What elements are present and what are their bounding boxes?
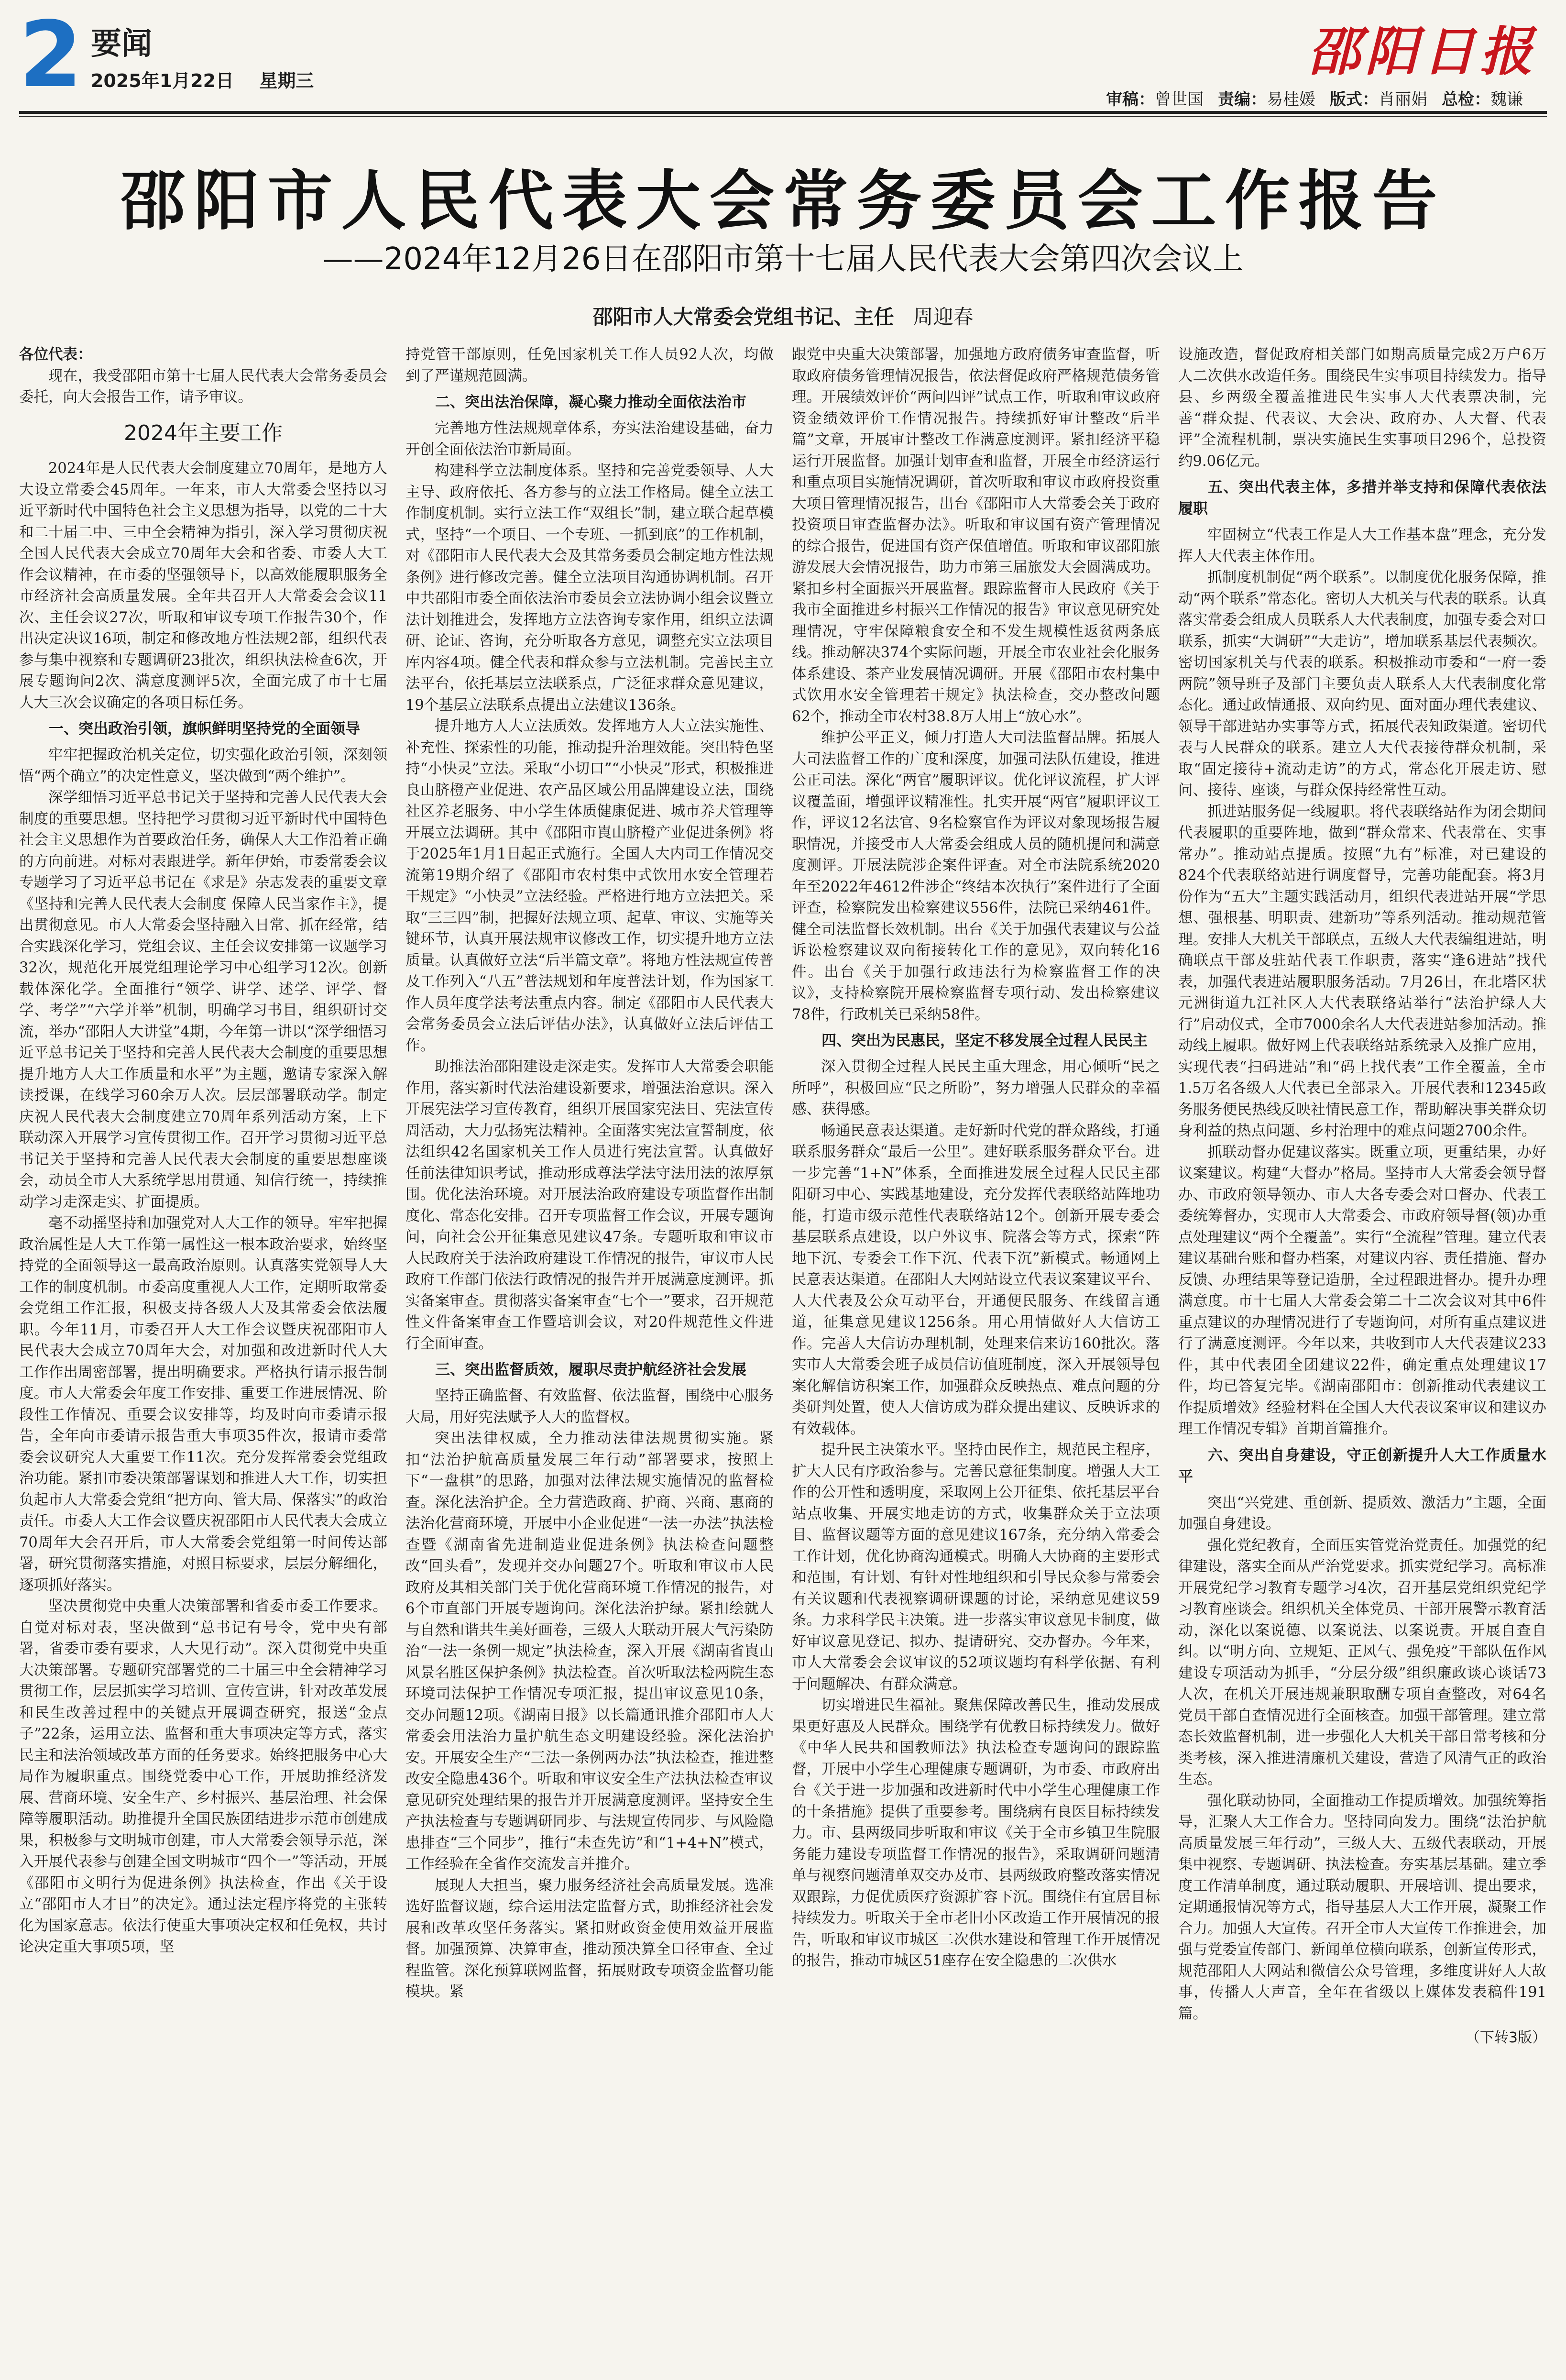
editor-name: 易桂媛	[1267, 90, 1315, 109]
paragraph: 毫不动摇坚持和加强党对人大工作的领导。牢牢把握政治属性是人大工作第一属性这一根本政治要求，始终坚持党的全面领导这一最高政治原则。认真落实党领导人大工作的制度机制。市委高度重视人大工作，定期听取常委会党组工作汇报，积极支持各级人大及其常委会依法履职。今年11月，市委召开人大工作会议暨庆祝邵阳市人民代表大会成立70周年大会，对加强和改进新时代人大工作作出周密部署，提出明确要求。严格执行请示报告制度。市人大常委会年度工作安排、重要工作进展情况、阶段性工作情况、重要会议安排等，均及时向市委请示报告，全年向市委请示报告重大事项35件次，报请市委常委会议研究人大重要工作11次。充分发挥常委会党组政治功能。紧扣市委决策部署谋划和推进人大工作，切实担负起市人大常委会党组“把方向、管大局、保落实”的政治责任。市委人大工作会议暨庆祝邵阳市人民代表大会成立70周年大会召开后，市人大常委会党组第一时间传达部署，研究贯彻落实措施，对照目标要求，层层分解细化，逐项抓好落实。	[19, 1215, 387, 1594]
paragraph: 坚持正确监督、有效监督、依法监督，围绕中心服务大局，用好宪法赋予人大的监督权。	[405, 1388, 774, 1426]
editor-credits	[1106, 86, 1537, 110]
subsection-heading: 五、突出代表主体，多措并举支持和保障代表依法履职	[1178, 479, 1546, 518]
paragraph: 深学细悟习近平总书记关于坚持和完善人民代表大会制度的重要思想。坚持把学习贯彻习近平新时代中国特色社会主义思想作为首要政治任务，确保人大工作沿着正确的方向前进。对标对表跟进学。新年伊始，市委常委会议专题学习了习近平总书记在《求是》杂志发表的重要文章《坚持和完善人民代表大会制度 保障人民当家作主》，提出贯彻意见。市人大常委会坚持融入日常、抓在经常，结合实践深化学习，党组会议、主任会议安排第一议题学习32次，规范化开展党组理论学习中心组学习12次。创新载体深化学。全面推行“领学、讲学、述学、评学、督学、考学”“六学并举”机制，明确学习书目，组织研讨交流，举办“邵阳人大讲堂”4期，今年第一讲以“深学细悟习近平总书记关于坚持和完善人民代表大会制度的重要思想 提升地方人大工作质量和水平”为主题，邀请专家深入解读授课，在线学习60余万人次。层层部署联动学。制定庆祝人民代表大会制度建立70周年系列活动方案，上下联动深入开展学习宣传贯彻工作。召开学习贯彻习近平总书记关于坚持和完善人民代表大会制度的重要思想座谈会，动员全市人大系统学思用贯通、知信行统一，持续推动学习走深走实、扩面提质。	[19, 789, 387, 1211]
paragraph: 持党管干部原则，任免国家机关工作人员92人次，均做到了严谨规范圆满。	[405, 346, 774, 385]
paragraph: 切实增进民生福祉。聚焦保障改善民生，推动发展成果更好惠及人民群众。围绕学有优教目标持续发力。做好《中华人民共和国教师法》执法检查专题询问的跟踪监督，开展中小学生心理健康专题调研，为市委、市政府出台《关于进一步加强和改进新时代中小学生心理健康工作的十条措施》提供了重要参考。围绕病有良医目标持续发力。市、县两级同步听取和审议《关于全市乡镇卫生院服务能力建设专项监督工作情况的报告》，采取调研问题清单与视察问题清单双交办及市、县两级政府整改落实情况双跟踪，力促优质医疗资源扩容下沉。围绕住有宜居目标持续发力。听取关于全市老旧小区改造工作开展情况的报告，听取和审议市城区二次供水建设和管理工作开展情况的报告，推动市城区51座存在安全隐患的二次供水	[792, 1697, 1160, 1969]
editor-name: 魏谦	[1490, 90, 1523, 109]
paragraph: 2024年是人民代表大会制度建立70周年，是地方人大设立常委会45周年。一年来，市人大常委会坚持以习近平新时代中国特色社会主义思想为指导，以党的二十大和二十届二中、三中全会精神为指引，深入学习贯彻庆祝全国人民代表大会成立70周年大会和省委、市委人大工作会议精神，在市委的坚强领导下，以高效能履职服务全市经济社会高质量发展。全年共召开人大常委会会议11次、主任会议27次，听取和审议专项工作报告30个，作出决定决议16项，制定和修改地方性法规2部，组织代表参与集中视察和专题调研23批次，组织执法检查6次，开展专题询问2次、满意度测评5次，全面完成了市十七届人大三次会议确定的各项目标任务。	[19, 460, 387, 711]
paragraph: 畅通民意表达渠道。走好新时代党的群众路线，打通联系服务群众“最后一公里”。建好联系服务群众平台。进一步完善“1+N”体系，全面推进发展全过程人民民主邵阳研习中心、实践基地建设，充分发挥代表联络站阵地功能，打造市级示范性代表联络站12个。创新开展专委会基层联系点建设，以户外议事、院落会等方式，探索“阵地下沉、专委会工作下沉、代表下沉”新模式。畅通网上民意表达渠道。在邵阳人大网站设立代表议案建议平台、人大代表及公众互动平台，开通便民服务、在线留言通道，征集意见建议1256条。用心用情做好人大信访工作。完善人大信访办理机制，处理来信来访160批次。落实市人大常委会班子成员信访值班制度，深入开展领导包案化解信访积案工作，加强群众反映热点、难点问题的分类研判处置，使人大信访成为群众提出建议、反映诉求的有效载体。	[792, 1122, 1160, 1437]
text-column-3	[792, 344, 1160, 2358]
paragraph: 牢牢把握政治机关定位，切实强化政治引领，深刻领悟“两个确立”的决定性意义，坚决做到“两个维护”。	[19, 747, 387, 785]
issue-date-line	[91, 66, 333, 92]
editor-role: 总检：	[1442, 90, 1490, 109]
section-name: 要闻	[91, 26, 152, 62]
text-column-4	[1178, 344, 1546, 2358]
editor-name: 曾世国	[1155, 90, 1204, 109]
text-column-1	[19, 344, 387, 2358]
paragraph: 强化联动协同，全面推动工作提质增效。加强统筹指导，汇聚人大工作合力。坚持同向发力。围绕“法治护航高质量发展三年行动”，三级人大、五级代表联动，开展集中视察、专题调研、执法检查。夯实基层基础。建立季度工作清单制度，通过联动履职、开展培训、提出要求，定期通报情况等方式，指导基层人大工作开展，凝聚工作合力。加强人大宣传。召开全市人大宣传工作推进会，加强与党委宣传部门、新闻单位横向联系，创新宣传形式，规范邵阳人大网站和微信公众号管理，多维度讲好人大故事，传播人大声音，全年在省级以上媒体发表稿件191篇。	[1178, 1792, 1546, 2022]
issue-weekday: 星期三	[259, 70, 314, 91]
continued-note: （下转3版）	[1465, 2029, 1546, 2046]
paragraph: 维护公平正义，倾力打造人大司法监督品牌。拓展人大司法监督工作的广度和深度，加强司法队伍建设，推进公正司法。深化“两官”履职评议。优化评议流程，扩大评议覆盖面，增强评议精准性。扎实开展“两官”履职评议工作，评议12名法官、9名检察官作为评议对象现场报告履职情况，并接受市人大常委会组成人员的随机提问和满意度测评。开展法院涉企案件评查。对全市法院系统2020年至2022年4612件涉企“终结本次执行”案件进行了全面评查，检察院发出检察建议556件，法院已采纳461件。健全司法监督长效机制。出台《关于加强代表建议与公益诉讼检察建议双向衔接转化工作的意见》，双向转化16件。出台《关于加强行政违法行为检察监督工作的决议》，支持检察院开展检察监督专项行动、发出检察建议78件，行政机关已采纳58件。	[792, 729, 1160, 1023]
subsection-heading: 二、突出法治保障，凝心聚力推动全面依法治市	[435, 394, 746, 411]
page-header	[19, 2, 1547, 110]
paragraph: 助推法治邵阳建设走深走实。发挥市人大常委会职能作用，落实新时代法治建设新要求，增强法治意识。深入开展宪法学习宣传教育，组织开展国家宪法日、宪法宣传周活动，大力弘扬宪法精神。全面落实宪法宣誓制度，依法组织42名国家机关工作人员进行宪法宣誓。认真做好任前法律知识考试，推动形成尊法学法守法用法的浓厚氛围。优化法治环境。对开展法治政府建设专项监督作出制度化、常态化安排。召开专项监督工作会议，开展专题询问，向社会公开征集意见建议47条。专题听取和审议市人民政府关于法治政府建设工作情况的报告，审议市人民政府工作部门依法行政情况的报告并开展满意度测评。抓实备案审查。贯彻落实备案审查“七个一”要求，召开规范性文件备案审查工作暨培训会议，对20件规范性文件进行全面审查。	[405, 1058, 774, 1352]
paragraph: 跟党中央重大决策部署，加强地方政府债务审查监督，听取政府债务管理情况报告，依法督促政府严格规范债务管理。开展绩效评价“两问四评”试点工作，听取和审议政府资金绩效评价工作情况报告。持续抓好审计整改“后半篇”文章，开展审计整改工作满意度测评。紧扣经济平稳运行开展监督。加强计划审查和监督，开展全市经济运行和重点项目实施情况调研，首次听取和审议市政府投资重大项目管理情况报告，出台《邵阳市人大常委会关于政府投资项目审查监督办法》。听取和审议国有资产管理情况的综合报告，促进国有资产保值增值。听取和审议邵阳旅游发展大会情况报告，助力市第三届旅发大会圆满成功。紧扣乡村全面振兴开展监督。跟踪监督市人民政府《关于我市全面推进乡村振兴工作情况的报告》审议意见研究处理情况，守牢保障粮食安全和不发生规模性返贫两条底线。推动解决374个实际问题，开展全市农业社会化服务体系建设、茶产业发展情况调研。开展《邵阳市农村集中式饮用水安全管理若干规定》执法检查，交办整改问题62个，推动全市农村38.8万人用上“放心水”。	[792, 346, 1160, 725]
article-byline	[0, 301, 1566, 330]
paragraph: 设施改造，督促政府相关部门如期高质量完成2万户6万人二次供水改造任务。围绕民生实事项目持续发力。指导县、乡两级全覆盖推进民生实事人大代表票决制，完善“群众提、代表议、大会决、政府办、人大督、代表评”全流程机制，票决实施民生实事项目296个，总投资约9.06亿元。	[1178, 346, 1546, 470]
paragraph: 突出法律权威，全力推动法律法规贯彻实施。紧扣“法治护航高质量发展三年行动”部署要求，按照上下“一盘棋”的思路，加强对法律法规实施情况的监督检查。深化法治护企。全力营造政商、护商、兴商、惠商的法治化营商环境，开展中小企业促进“一法一办法”执法检查暨《湖南省先进制造业促进条例》执法检查问题整改“回头看”，发现并交办问题27个。听取和审议市人民政府及其相关部门关于优化营商环境工作情况的报告，对6个市直部门开展专题询问。深化法治护绿。紧扣绘就人与自然和谐共生美好画卷，三级人大联动开展大气污染防治“一法一条例一规定”执法检查，深入开展《湖南省崀山风景名胜区保护条例》执法检查。首次听取法检两院生态环境司法保护工作情况专项汇报，提出审议意见10条，交办问题12项。《湖南日报》以长篇通讯推介邵阳市人大常委会用法治力量护航生态文明建设经验。深化法治护安。开展安全生产“三法一条例两办法”执法检查，推进整改安全隐患436个。听取和审议安全生产法执法检查审议意见研究处理结果的报告并开展满意度测评。坚持安全生产执法检查与专题调研同步、与法规宣传同步、与风险隐患排查“三个同步”，推行“未查先访”和“1+4+N”模式，工作经验在全省作交流发言并推介。	[405, 1430, 774, 1873]
text-column-2	[405, 344, 774, 2358]
paragraph: 构建科学立法制度体系。坚持和完善党委领导、人大主导、政府依托、各方参与的立法工作格局。健全立法工作制度机制。实行立法工作“双组长”制，建立联合起草模式，坚持“一个项目、一个专班、一抓到底”的工作机制，对《邵阳市人民代表大会及其常务委员会制定地方性法规条例》进行修改完善。健全立法项目沟通协调机制。召开中共邵阳市委全面依法治市委员会立法协调小组会议暨立法计划推进会，发挥地方立法咨询专家作用，组织立法调研、论证、咨询，充分听取各方意见，调整充实立法项目库内容4项。健全代表和群众参与立法机制。完善民主立法平台，依托基层立法联系点，广泛征求群众意见建议，19个基层立法联系点提出立法建议136条。	[405, 463, 774, 714]
author-organization: 邵阳市人大常委会党组书记、主任	[592, 305, 894, 329]
paragraph: 提升民主决策水平。坚持由民作主，规范民主程序，扩大人民有序政治参与。完善民意征集制度。增强人大工作的公开性和透明度，采取网上公开征集、依托基层平台站点收集、开展实地走访的方式，收集群众关于立法项目、监督议题等方面的意见建议167条，充分纳入常委会工作计划，优化协商沟通模式。明确人大协商的主要形式和范围，有计划、有针对性地组织和引导民众参与常委会有关议题和代表视察调研课题的讨论，采纳意见建议59条。力求科学民主决策。进一步落实审议意见卡制度，做好审议意见登记、拟办、提请研究、交办督办。今年来，市人大常委会会议审议的52项议题均有科学依据、有利于问题解决、有群众满意。	[792, 1442, 1160, 1693]
paragraph: 抓制度机制促“两个联系”。以制度优化服务保障，推动“两个联系”常态化。密切人大机关与代表的联系。认真落实常委会组成人员联系人大代表制度，加强专委会对口联系，抓实“大调研”“大走访”，增加联系基层代表频次。密切国家机关与代表的联系。积极推动市委和“一府一委两院”领导班子及部门主要负责人联系人大代表制度化常态化。通过政情通报、双向约见、面对面办理代表建议、领导干部进站办实事等方式，拓展代表知政渠道。密切代表与人民群众的联系。建立人大代表接待群众机制，采取“固定接待+流动走访”的方式，常态化开展走访、慰问、接待、座谈，与群众保持经常性互动。	[1178, 569, 1546, 799]
editor-name: 肖丽娟	[1379, 90, 1427, 109]
subsection-heading: 四、突出为民惠民，坚定不移发展全过程人民民主	[821, 1032, 1148, 1049]
article-title: 邵阳市人民代表大会常务委员会工作报告	[120, 163, 1446, 239]
paragraph: 现在，我受邵阳市第十七届人民代表大会常务委员会委托，向大会报告工作，请予审议。	[19, 367, 387, 406]
paragraph: 牢固树立“代表工作是人大工作基本盘”理念，充分发挥人大代表主体作用。	[1178, 527, 1546, 565]
salutation: 各位代表：	[19, 346, 92, 363]
paragraph: 抓进站服务促一线履职。将代表联络站作为闭会期间代表履职的重要阵地，做到“群众常来、代表常在、实事常办”。推动站点提质。按照“九有”标准，对已建设的824个代表联络站进行调度督导，完善功能配套。将3月份作为“五大”主题实践活动月，组织代表进站开展“学思想、强根基、明职责、建新功”等系列活动。推动规范管理。安排人大机关干部联点，五级人大代表编组进站，明确联点干部及驻站代表工作职责，落实“逢6进站”找代表，加强代表进站履职服务活动。7月26日，在北塔区状元洲街道九江社区人大代表联络站举行“法治护绿人大行”启动仪式，全市7000余名人大代表进站参加活动。推动线上履职。做好网上代表联络站系统录入及推广应用，实现代表“扫码进站”和“码上找代表”工作全覆盖，全市1.5万名各级人大代表已全部录入。开展代表和12345政务服务便民热线反映社情民意工作，帮助解决事关群众切身利益的热点问题、乡村治理中的难点问题2700余件。	[1178, 803, 1546, 1139]
paragraph: 完善地方性法规规章体系，夯实法治建设基础，奋力开创全面依法治市新局面。	[405, 420, 774, 458]
paragraph: 强化党纪教育，全面压实管党治党责任。加强党的纪律建设，落实全面从严治党要求。抓实党纪学习。高标准开展党纪学习教育专题学习4次，召开基层党组织党纪学习教育座谈会。组织机关全体党员、干部开展警示教育活动，深化以案说德、以案说法、以案说责。开展自查自纠。以“明方向、立规矩、正风气、强免疫”干部队伍作风建设专项活动为抓手，“分层分级”组织廉政谈心谈话73人次，在机关开展违规兼职取酬专项自查整改，对64名党员干部自查情况进行全面核查。加强干部管理。建立常态长效监督机制，进一步强化人大机关干部日常考核和分类考核，深入推进清廉机关建设，营造了风清气正的政治生态。	[1178, 1537, 1546, 1788]
article-subtitle: ——2024年12月26日在邵阳市第十七届人民代表大会第四次会议上	[322, 242, 1244, 277]
page-number: 2	[19, 2, 83, 108]
header-rule-thick	[19, 111, 1547, 114]
author-name: 周迎春	[913, 305, 974, 329]
paragraph: 深入贯彻全过程人民民主重大理念，用心倾听“民之所呼”，积极回应“民之所盼”，努力增强人民群众的幸福感、获得感。	[792, 1058, 1160, 1118]
issue-date: 2025年1月22日	[91, 70, 234, 91]
paragraph: 突出“兴党建、重创新、提质效、激活力”主题，全面加强自身建设。	[1178, 1494, 1546, 1532]
paragraph: 提升地方人大立法质效。发挥地方人大立法实施性、补充性、探索性的功能，推动提升治理效能。突出特色坚持“小快灵”立法。采取“小切口”“小快灵”形式，积极推进良山脐橙产业促进、农产品区域公用品牌建设立法，围绕社区养老服务、中小学生体质健康促进、城市养犬管理等开展立法调研。其中《邵阳市崀山脐橙产业促进条例》将于2025年1月1日起正式施行。全国人大内司工作情况交流第19期介绍了《邵阳市农村集中式饮用水安全管理若干规定》“小快灵”立法经验。严格进行地方立法把关。采取“三三四”制，把握好法规立项、起草、审议、实施等关键环节，认真开展法规审议修改工作，切实提升地方立法质量。认真做好立法“后半篇文章”。将地方性法规宣传普及工作列入“八五”普法规划和年度普法计划，作为国家工作人员年度学法考法重点内容。制定《邵阳市人民代表大会常务委员会立法后评估办法》，认真做好立法后评估工作。	[405, 718, 774, 1054]
subsection-heading: 一、突出政治引领，旗帜鲜明坚持党的全面领导	[49, 720, 360, 738]
editor-role: 责编：	[1218, 90, 1267, 109]
section-heading: 2024年主要工作	[124, 420, 283, 445]
paragraph: 展现人大担当，聚力服务经济社会高质量发展。选准选好监督议题，综合运用法定监督方式，助推经济社会发展和改革攻坚任务落实。紧扣财政资金使用效益开展监督。加强预算、决算审查，推动预决算全口径审查、全过程监管。深化预算联网监督，拓展财政专项资金监督功能模块。紧	[405, 1877, 774, 2000]
editor-role: 版式：	[1330, 90, 1379, 109]
editor-role: 审稿：	[1106, 90, 1155, 109]
paragraph: 坚决贯彻党中央重大决策部署和省委市委工作要求。自觉对标对表，坚决做到“总书记有号令，党中央有部署，省委市委有要求，人大见行动”。深入贯彻党中央重大决策部署。专题研究部署党的二十届三中全会精神学习贯彻工作，层层抓实学习培训、宣传宣讲，针对改革发展和民生改善过程中的关键点开展调查研究，报送“金点子”22条，运用立法、监督和重大事项决定等方式，落实民主和法治领域改革方面的任务要求。始终把服务中心大局作为履职重点。围绕党委中心工作，开展助推经济发展、营商环境、安全生产、乡村振兴、基层治理、社会保障等履职活动。助推提升全国民族团结进步示范市创建成果，积极参与文明城市创建，市人大常委会领导示范，深入开展代表参与创建全国文明城市“四个一”等活动，开展《邵阳市文明行为促进条例》执法检查，作出《关于设立“邵阳市人才日”的决定》。通过法定程序将党的主张转化为国家意志。依法行使重大事项决定权和任免权，共讨论决定重大事项5项，坚	[19, 1598, 387, 1955]
article-body	[19, 344, 1547, 2358]
newspaper-masthead: 邵阳日报	[1308, 21, 1537, 82]
subsection-heading: 三、突出监督质效，履职尽责护航经济社会发展	[435, 1361, 746, 1378]
header-rule-thin	[19, 116, 1547, 117]
subsection-heading: 六、突出自身建设，守正创新提升人大工作质量水平	[1178, 1446, 1546, 1486]
paragraph: 抓联动督办促建议落实。既重立项，更重结果，办好议案建议。构建“大督办”格局。坚持市人大常委会领导督办、市政府领导领办、市人大各专委会对口督办、代表工委统筹督办，实现市人大常委会、市政府领导督(领)办重点处理建议“两个全覆盖”。实行“全流程”管理。建立代表建议基础台账和督办档案，对建议内容、责任措施、督办反馈、办理结果等登记造册，全过程跟进督办。提升办理满意度。市十七届人大常委会第二十二次会议对其中6件重点建议的办理情况进行了专题询问，对所有重点建议进行了满意度测评。今年以来，共收到市人大代表建议233件，其中代表团全团建议22件，确定重点处理建议17件，均已答复完毕。《湖南邵阳市：创新推动代表建议工作提质增效》经验材料在全国人大代表议案审议和建议办理工作情况专辑》首期首篇推介。	[1178, 1144, 1546, 1437]
